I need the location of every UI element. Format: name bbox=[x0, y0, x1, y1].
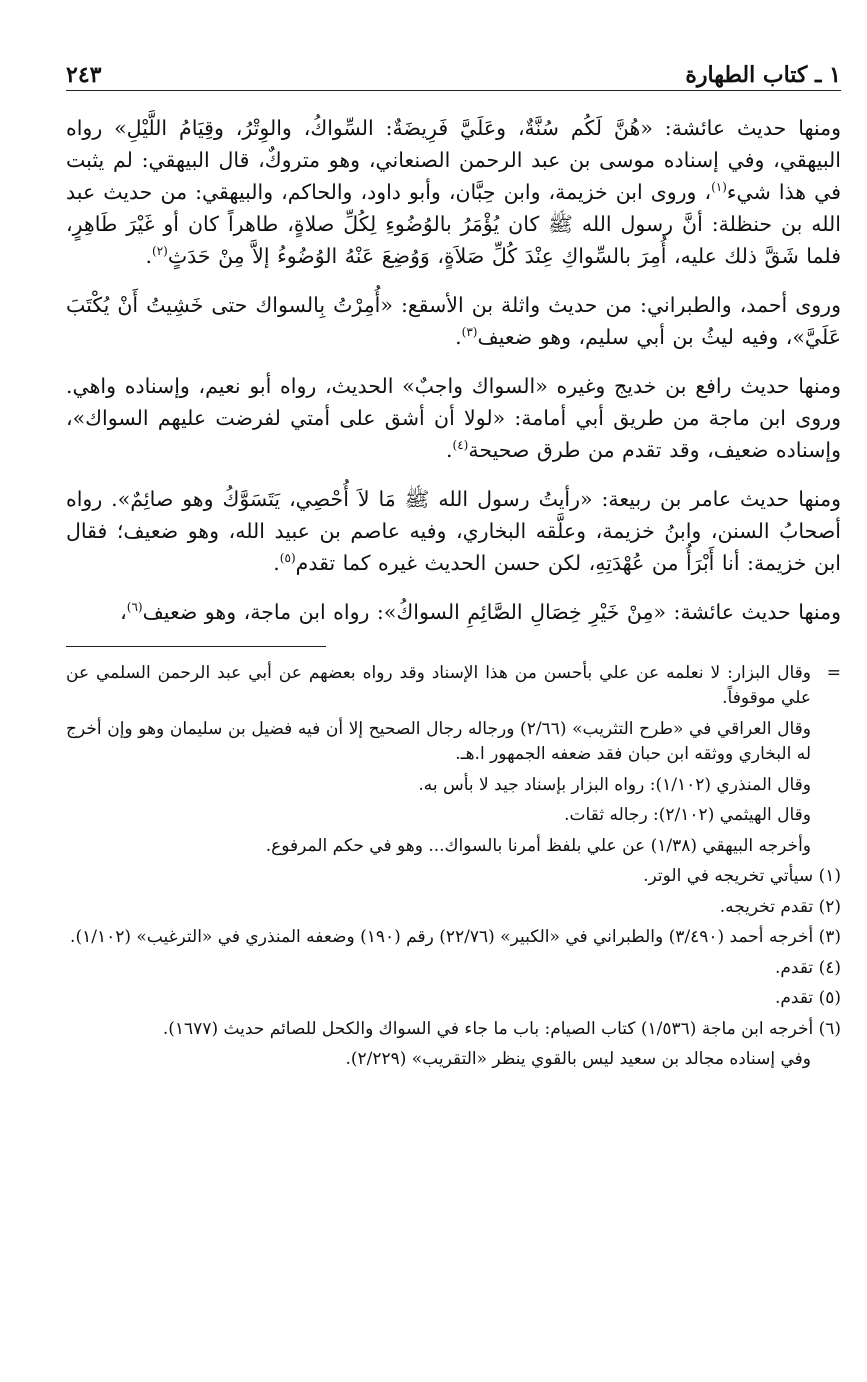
footnote-ref: (٤) bbox=[452, 437, 469, 452]
paragraph-text: ومنها حديث عائشة: «مِنْ خَيْرِ خِصَالِ الصَّائِمِ السواكُ»: رواه ابن ماجة، وهو ضعيف bbox=[142, 599, 841, 624]
footnotes bbox=[66, 661, 841, 1073]
footnote-subnote: وقال المنذري (١/١٠٢): رواه البزار بإسناد جيد لا بأس به. bbox=[418, 774, 811, 795]
footnote-ref: (٦) bbox=[126, 599, 143, 614]
paragraph-text: ومنها حديث عائشة: «هُنَّ لَكُم سُنَّةٌ، وعَلَيَّ فَرِيضَةٌ: السِّواكُ، والوِتْرُ، وقِيَامُ اللَّيْلِ» رواه البيهقي، وفي إسناده موسى بن عبد الرحمن الصنعاني، وهو متروكٌ، قال البيهقي: لم يثبت في هذا شيء bbox=[66, 116, 841, 204]
paragraph-2 bbox=[66, 290, 841, 354]
paragraph-5 bbox=[66, 597, 841, 629]
paragraph-punct: . bbox=[455, 324, 462, 349]
footnote-5: (٥) تقدم. bbox=[774, 988, 841, 1009]
continuation-mark: = bbox=[826, 662, 841, 683]
paragraph-text: ومنها حديث رافع بن خديج وغيره «السواك واجبٌ» الحديث، رواه أبو نعيم، وإسناده واهي. وروى ابن ماجة من طريق أبي أمامة: «لولا أن أشق على أمتي لفرضت عليهم السواك»، وإسناده ضعيف، وقد تقدم من طرق صحيحة bbox=[66, 373, 841, 462]
footnote-6-continuation: وفي إسناده مجالد بن سعيد ليس بالقوي ينظر «التقريب» (٢/٢٢٩). bbox=[345, 1049, 811, 1070]
paragraph-punct: . bbox=[145, 243, 152, 268]
footnote-continuation bbox=[66, 661, 841, 712]
footnote-4: (٤) تقدم. bbox=[774, 957, 841, 978]
book-page bbox=[66, 54, 841, 1382]
paragraph-text: ، وروى ابن خزيمة، وابن حِبَّان، وأبو داود، والحاكم، والبيهقي: من حديث عبد الله بن حنظلة: أنَّ رسول الله ﷺ كان يُؤْمَرُ بالوُضُوءِ لِكُلِّ صلاةٍ، طاهراً كان أو غَيْرَ طَاهِرٍ، فلما شَقَّ ذلك عليه، أُمِرَ بالسِّواكِ عِنْدَ كُلِّ صَلاَةٍ، وَوُضِعَ عَنْهُ الوُضُوءُ إلاَّ مِنْ حَدَثٍ bbox=[66, 179, 841, 268]
paragraph-4 bbox=[66, 484, 841, 580]
footnote-text: وقال البزار: لا نعلمه عن علي بأحسن من هذا الإسناد وقد رواه بعضهم عن أبي عبد الرحمن السلمي عن علي موقوفاً. bbox=[66, 662, 811, 709]
paragraph-punct: . bbox=[273, 550, 280, 575]
footnote-6: (٦) أخرجه ابن ماجة (١/٥٣٦) كتاب الصيام: باب ما جاء في السواك والكحل للصائم حديث (١٦٧٧). bbox=[162, 1018, 841, 1039]
footnote-ref: (٥) bbox=[279, 550, 296, 565]
paragraph-punct: . bbox=[445, 437, 453, 462]
footnote-ref: (٣) bbox=[461, 324, 478, 339]
page-header bbox=[66, 54, 841, 91]
paragraph-punct: ، bbox=[120, 599, 127, 624]
chapter-title: ١ ـ كتاب الطهارة bbox=[685, 62, 841, 88]
paragraph-text: وروى أحمد، والطبراني: من حديث واثلة بن الأسقع: «أُمِرْتُ بِالسواك حتى خَشِيتُ أَنْ يُكْتَبَ عَلَيَّ»، وفيه ليثُ بن أبي سليم، وهو ضعيف bbox=[66, 292, 841, 349]
footnote-subnote: وقال العراقي في «طرح التثريب» (٢/٦٦) ورجاله رجال الصحيح إلا أن فيه فضيل بن سليمان وهو وإن أخرج له البخاري ووثقه ابن حبان فقد ضعفه الجمهور ا.هـ. bbox=[66, 718, 811, 765]
footnote-2: (٢) تقدم تخريجه. bbox=[719, 896, 841, 917]
footnote-ref: (٢) bbox=[152, 244, 168, 259]
paragraph-3 bbox=[66, 371, 841, 467]
footnote-subnote: وأخرجه البيهقي (١/٣٨) عن علي بلفظ أمرنا بالسواك... وهو في حكم المرفوع. bbox=[265, 835, 811, 856]
footnote-1: (١) سيأتي تخريجه في الوتر. bbox=[643, 866, 841, 887]
main-text bbox=[66, 113, 841, 629]
footnote-ref: (١) bbox=[711, 180, 727, 195]
paragraph-1 bbox=[66, 113, 841, 273]
footnote-subnote: وقال الهيثمي (٢/١٠٢): رجاله ثقات. bbox=[564, 805, 811, 826]
footnote-3: (٣) أخرجه أحمد (٣/٤٩٠) والطبراني في «الكبير» (٢٢/٧٦) رقم (١٩٠) وضعفه المنذري في «الترغيب» (١/١٠٢). bbox=[70, 927, 841, 948]
page-number: ٢٤٣ bbox=[66, 62, 102, 88]
footnote-separator bbox=[66, 646, 326, 647]
paragraph-text: ومنها حديث عامر بن ربيعة: «رأيتُ رسول الله ﷺ مَا لاَ أُحْصِي، يَتَسَوَّكُ وهو صائِمٌ». رواه أصحابُ السنن، وابنُ خزيمة، وعلَّقه البخاري، وفيه عاصم بن عبيد الله، وهو ضعيف؛ فقال ابن خزيمة: أنا أَبْرَأُ من عُهْدَتِهِ، لكن حسن الحديث غيره كما تقدم bbox=[66, 486, 841, 575]
